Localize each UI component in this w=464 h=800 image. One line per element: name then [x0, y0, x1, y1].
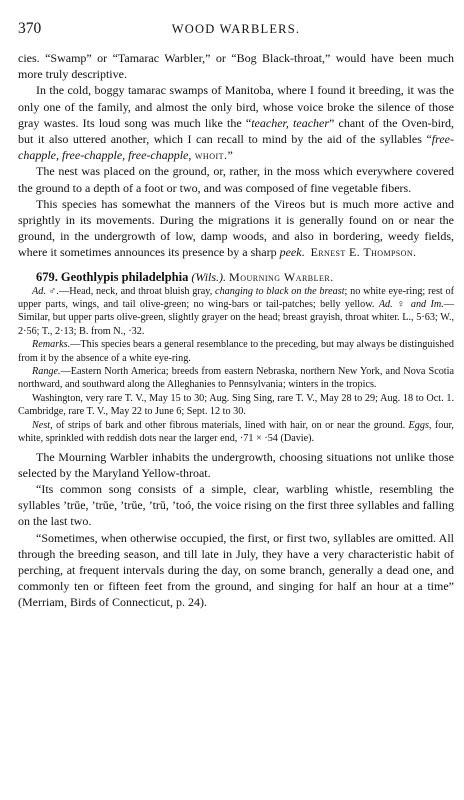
species-heading: [18, 269, 454, 285]
species-name: Geothlypis philadelphia: [60, 269, 189, 284]
text-run: ” chant of the Oven-bird, but it also uttered another, which I can recall to mind by the aid of the syllables “: [18, 115, 454, 147]
song-quote: free-chapple, free-chapple, free-chapple,: [18, 132, 454, 163]
page-header: [18, 20, 454, 44]
label: Remarks.: [32, 339, 71, 351]
text-run: whoit.”: [191, 148, 234, 163]
text-run: changing to black on the breast: [215, 285, 345, 297]
text-run: This species has somewhat the manners of the Vireos but is much more active and sprightly in its movements. During the migrations it is generally found on or near the ground, in the undergrowth of low, damp woods, and also in bordering, weedy fields, where it sometimes announces its presence by a sharp: [18, 196, 454, 260]
description-adult: [18, 285, 454, 339]
paragraph-manners: [18, 196, 454, 261]
text-run: ; no white eye-ring; rest of upper parts, wings, and tail olive-green; no wing-bars or tail-patches; belly yellow.: [18, 285, 454, 311]
song-quote: teacher, teacher: [251, 115, 330, 130]
paragraph-manitoba: [18, 82, 454, 163]
page-number: 370: [18, 20, 42, 37]
call-word: peek: [279, 245, 302, 260]
description-remarks: [18, 338, 454, 365]
description-records: Washington, very rare T. V., May 15 to 30; Aug. Sing Sing, rare T. V., May 28 to 29; Aug. 18 to Oct. 1. Cambridge, rare T. V., May 22 to June 6; Sept. 12 to 30.: [18, 392, 454, 418]
text-run: —Head, neck, and throat bluish gray,: [59, 285, 216, 297]
paragraph-song: “Its common song consists of a simple, clear, warbling whistle, resembling the syllables ’trŭe, ’trŭe, ’trŭe, ’trŭ, ’toó, the voice rising on the first three syllables and falling on the last two.: [18, 481, 454, 529]
species-authority: (Wils.).: [191, 269, 227, 284]
species-common-name: Mourning Warbler.: [229, 269, 334, 284]
paragraph-nest: The nest was placed on the ground, or, rather, in the moss which everywhere covered the ground to a depth of a foot or two, and was composed of fine vegetable fibers.: [18, 164, 454, 195]
page-body: [18, 50, 454, 611]
label: Range.: [32, 366, 61, 378]
paragraph-habitat: The Mourning Warbler inhabits the undergrowth, choosing situations not unlike those selected by the Maryland Yellow-throat.: [18, 449, 454, 480]
text-run: —This species bears a general resemblance to the preceding, but may always be distinguished from it by the absence of a white eye-ring.: [18, 339, 454, 364]
text-run: of strips of bark and other fibrous materials, lined with hair, on or near the ground.: [52, 419, 409, 431]
description-range: [18, 365, 454, 392]
label: Nest,: [32, 419, 53, 431]
paragraph-perching: “Sometimes, when otherwise occupied, the first, or first two, syllables are omitted. All through the breeding season, and till late in July, they have a very characteristic habit of perching, at frequent intervals during the day, on some branch, generally a dead one, and commonly ten or fifteen feet from the ground, and singing for half an hour at a time” (Merriam, Birds of Connecticut, p. 24).: [18, 530, 454, 610]
species-number: 679.: [36, 269, 58, 284]
text-run: —Eastern North America; breeds from eastern Nebraska, northern New York, and Nova Scotia northward, and southward along the Alleghanies to Pennsylvania; winters in the tropics.: [18, 366, 454, 391]
text-run: —Similar, but upper parts olive-green, slightly grayer on the head; breast grayish, throat whiter. L., 5·63; W., 2·56; T., 2·13; B. from N., ·32.: [18, 299, 454, 337]
label: Eggs,: [408, 419, 432, 431]
description-nest: [18, 419, 454, 446]
paragraph-continuation: cies. “Swamp” or “Tamarac Warbler,” or “Bog Black-throat,” would have been much more truly descriptive.: [18, 51, 454, 82]
text-run: In the cold, boggy tamarac swamps of Manitoba, where I found it breeding, it was the only one of the family, and almost the only bird, whose voice broke the silence of those gray wastes. Its loud song was much like the “: [18, 83, 454, 130]
label: Ad. ♀ and Im.: [378, 299, 444, 311]
author-signature: Ernest E. Thompson.: [310, 245, 417, 260]
running-title: WOOD WARBLERS.: [171, 22, 301, 36]
text-run: four, white, sprinkled with reddish dots near the larger end, ·71 × ·54 (Davie).: [18, 419, 454, 445]
label: Ad. ♂.: [32, 285, 60, 297]
text-run: .: [301, 245, 305, 260]
